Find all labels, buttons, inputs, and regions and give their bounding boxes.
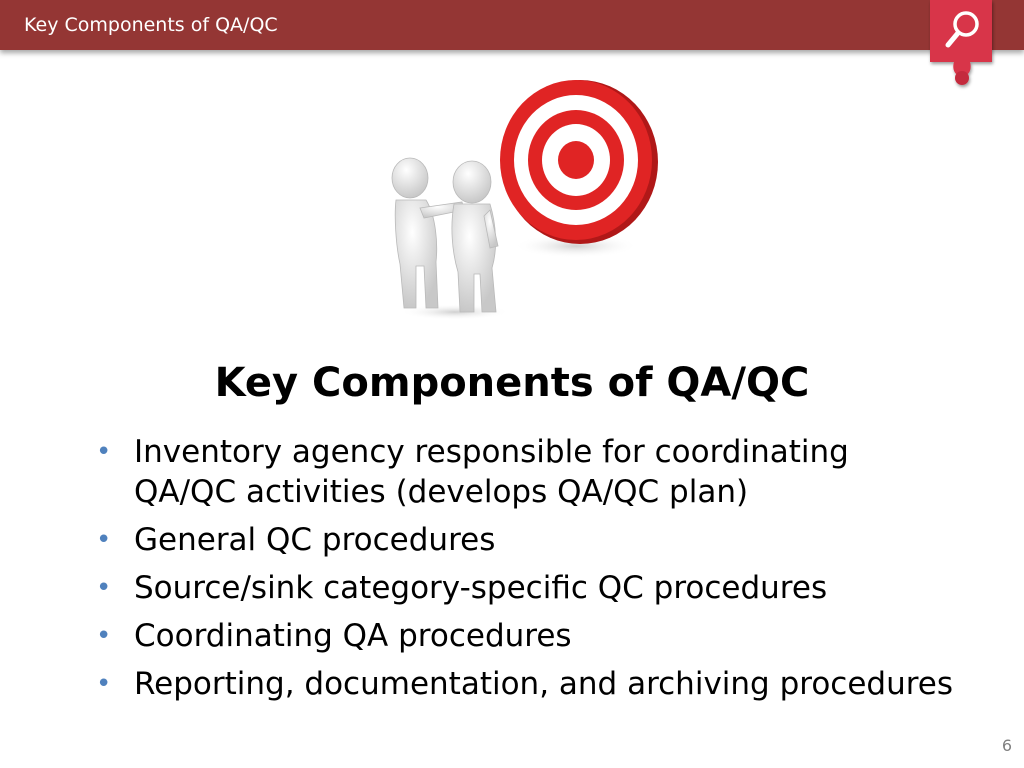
bullet-icon: • [96, 525, 112, 555]
bullet-item [94, 432, 954, 512]
target-icon [500, 80, 658, 244]
bullet-icon: • [96, 573, 112, 603]
bullet-text: Reporting, documentation, and archiving procedures [134, 666, 954, 702]
bullet-list [94, 432, 954, 712]
bullet-item [94, 568, 954, 608]
bullet-item [94, 520, 954, 560]
bullet-icon: • [96, 669, 112, 699]
standing-figure-icon [452, 161, 498, 312]
bullet-text: General QC procedures [134, 522, 496, 558]
bullet-icon: • [96, 437, 112, 467]
bullet-text: Inventory agency responsible for coordinating QA/QC activities (develops QA/QC plan) [134, 434, 849, 510]
slide-title: Key Components of QA/QC [214, 360, 810, 406]
bullet-text: Source/sink category-specific QC procedures [134, 570, 828, 606]
bullet-item [94, 616, 954, 656]
header-bar [0, 0, 1024, 50]
magnifier-puzzle-icon [926, 0, 998, 92]
people-target-illustration [380, 76, 680, 326]
bullet-icon: • [96, 621, 112, 651]
bullet-text: Coordinating QA procedures [134, 618, 572, 654]
header-title: Key Components of QA/QC [24, 14, 278, 36]
page-number: 6 [1001, 736, 1012, 755]
bullet-item [94, 664, 954, 704]
